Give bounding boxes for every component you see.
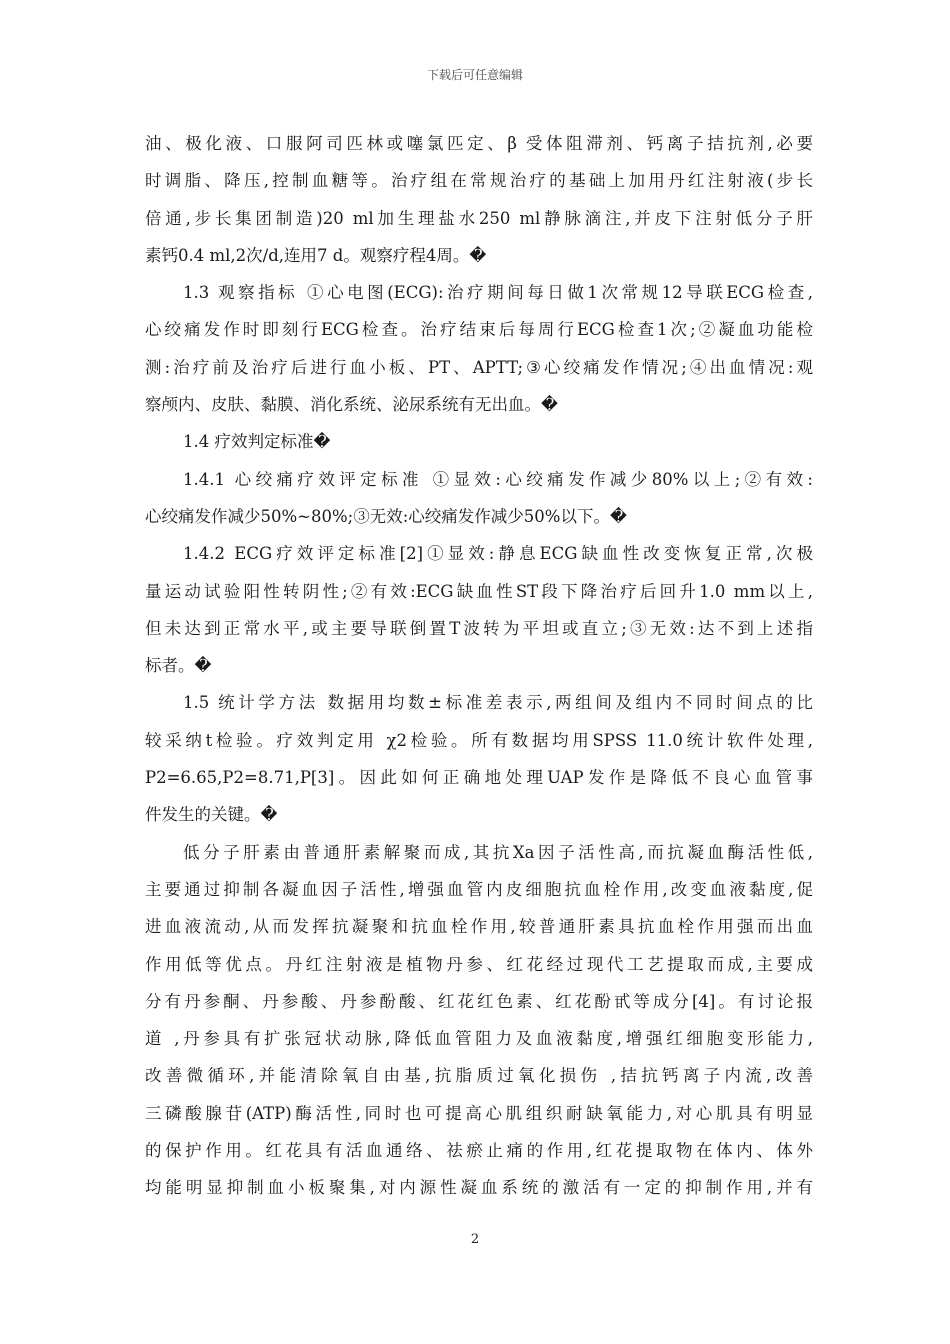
text-line: 道 ,丹参具有扩张冠状动脉,降低血管阻力及血液黏度,增强红细胞变形能力, xyxy=(145,1029,813,1049)
text-line: 油、极化液、口服阿司匹林或噻氯匹定、β 受体阻滞剂、钙离子拮抗剂,必要 xyxy=(145,134,813,153)
section-heading-1-4-1: 1.4.1 心绞痛疗效评定标准 ①显效:心绞痛发作减少80%以上;②有效: xyxy=(183,469,813,489)
text-line: 察颅内、皮肤、黏膜、消化系统、泌尿系统有无出血。� xyxy=(145,395,558,415)
text-line: 较采纳t检验。疗效判定用 χ2检验。所有数据均用SPSS 11.0统计软件处理, xyxy=(145,730,813,750)
text-line: 均能明显抑制血小板聚集,对内源性凝血系统的激活有一定的抑制作用,并有 xyxy=(145,1178,813,1198)
text-line: 心绞痛发作时即刻行ECG检查。治疗结束后每周行ECG检查1次;②凝血功能检 xyxy=(145,320,813,340)
text-line: 时调脂、降压,控制血糖等。治疗组在常规治疗的基础上加用丹红注射液(步长 xyxy=(145,171,813,191)
section-heading-1-4-2: 1.4.2 ECG疗效评定标准[2]①显效:静息ECG缺血性改变恢复正常,次极 xyxy=(183,544,813,564)
section-heading-1-3: 1.3 观察指标 ①心电图(ECG):治疗期间每日做1次常规12导联ECG检查, xyxy=(183,283,813,303)
text-line: 三磷酸腺苷(ATP)酶活性,同时也可提高心肌组织耐缺氧能力,对心肌具有明显 xyxy=(145,1103,813,1123)
text-line: 的保护作用。红花具有活血通络、祛瘀止痛的作用,红花提取物在体内、体外 xyxy=(145,1141,813,1161)
text-line: 心绞痛发作减少50%~80%;③无效:心绞痛发作减少50%以下。� xyxy=(145,506,627,526)
text-line: 测:治疗前及治疗后进行血小板、PT、APTT;③心绞痛发作情况;④出血情况:观 xyxy=(145,357,813,377)
text-line: P2=6.65,P2=8.71,P[3]。因此如何正确地处理UAP发作是降低不良心血管事 xyxy=(145,768,813,788)
text-line: 作用低等优点。丹红注射液是植物丹参、红花经过现代工艺提取而成,主要成 xyxy=(145,954,813,974)
text-line: 进血液流动,从而发挥抗凝聚和抗血栓作用,较普通肝素具抗血栓作用强而出血 xyxy=(145,917,813,937)
section-heading-1-4: 1.4 疗效判定标准� xyxy=(183,432,331,452)
document-body xyxy=(145,125,813,1207)
text-line: 素钙0.4 ml,2次/d,连用7 d。观察疗程4周。� xyxy=(145,245,487,265)
text-line: 量运动试验阳性转阴性;②有效:ECG缺血性ST段下降治疗后回升1.0 mm以上, xyxy=(145,581,813,601)
text-line: 标者。� xyxy=(145,656,212,676)
text-line: 分有丹参酮、丹参酸、丹参酚酸、红花红色素、红花酚甙等成分[4]。有讨论报 xyxy=(145,991,813,1011)
text-line: 倍通,步长集团制造)20 ml加生理盐水250 ml静脉滴注,并皮下注射低分子肝 xyxy=(145,208,813,228)
page-number: 2 xyxy=(470,1232,480,1247)
text-line: 主要通过抑制各凝血因子活性,增强血管内皮细胞抗血栓作用,改变血液黏度,促 xyxy=(145,879,813,899)
text-line: 低分子肝素由普通肝素解聚而成,其抗Xa因子活性高,而抗凝血酶活性低, xyxy=(183,842,813,862)
text-line: 件发生的关键。� xyxy=(145,805,278,825)
section-heading-1-5: 1.5 统计学方法 数据用均数±标准差表示,两组间及组内不同时间点的比 xyxy=(183,693,813,713)
text-line: 但未达到正常水平,或主要导联倒置T波转为平坦或直立;③无效:达不到上述指 xyxy=(145,618,813,638)
text-line: 改善微循环,并能清除氧自由基,抗脂质过氧化损伤 ,拮抗钙离子内流,改善 xyxy=(145,1066,813,1086)
page-header: 下载后可任意编辑 xyxy=(426,68,523,82)
